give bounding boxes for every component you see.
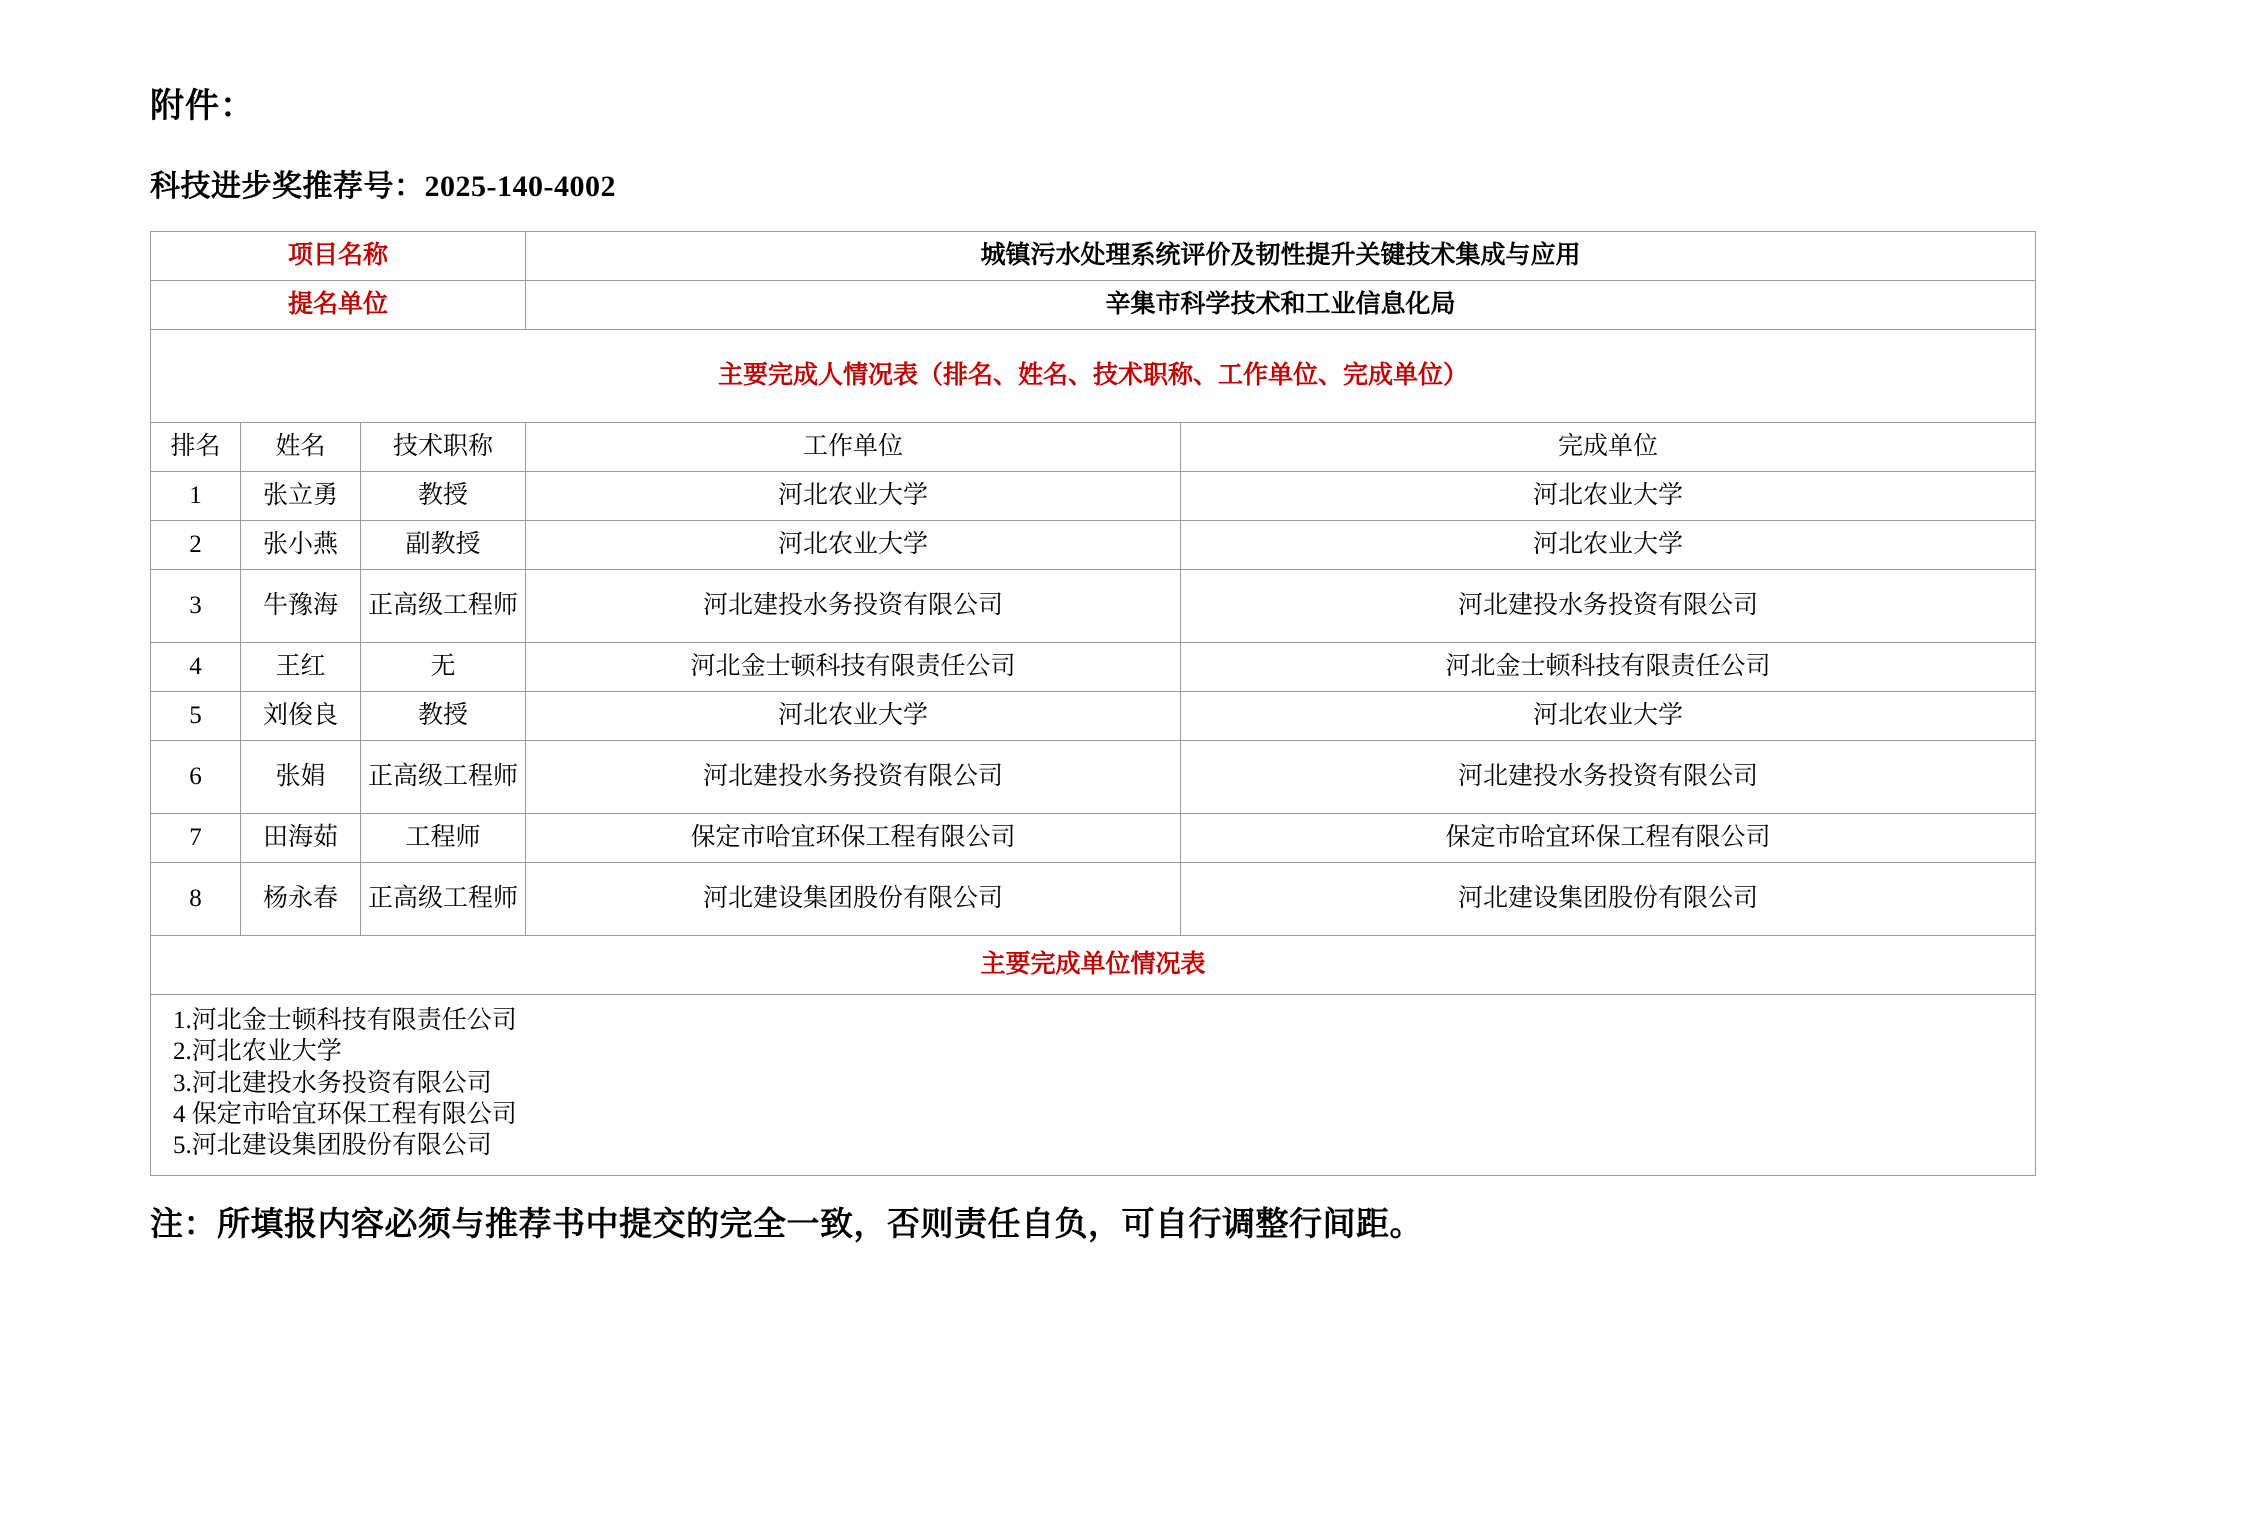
table-row bbox=[151, 814, 2036, 863]
recommendation-number: 2025-140-4002 bbox=[424, 170, 616, 203]
cell-title: 无 bbox=[361, 643, 526, 692]
table-row bbox=[151, 643, 2036, 692]
units-list bbox=[151, 995, 2036, 1176]
list-item: 2.河北农业大学 bbox=[173, 1038, 342, 1066]
cell-work-unit: 河北农业大学 bbox=[526, 472, 1181, 521]
table-row bbox=[151, 692, 2036, 741]
cell-rank: 3 bbox=[151, 570, 241, 643]
cell-name: 刘俊良 bbox=[241, 692, 361, 741]
column-header-title: 技术职称 bbox=[361, 423, 526, 472]
cell-name: 张娟 bbox=[241, 741, 361, 814]
cell-name: 田海茹 bbox=[241, 814, 361, 863]
column-header-rank: 排名 bbox=[151, 423, 241, 472]
cell-rank: 4 bbox=[151, 643, 241, 692]
cell-work-unit: 河北建投水务投资有限公司 bbox=[526, 570, 1181, 643]
cell-rank: 5 bbox=[151, 692, 241, 741]
cell-rank: 8 bbox=[151, 863, 241, 936]
table-row bbox=[151, 995, 2036, 1176]
cell-complete-unit: 河北农业大学 bbox=[1181, 472, 2036, 521]
column-header-work-unit: 工作单位 bbox=[526, 423, 1181, 472]
cell-rank: 6 bbox=[151, 741, 241, 814]
table-header-row bbox=[151, 423, 2036, 472]
persons-section-title: 主要完成人情况表（排名、姓名、技术职称、工作单位、完成单位） bbox=[151, 330, 2036, 423]
table-row bbox=[151, 281, 2036, 330]
cell-title: 正高级工程师 bbox=[361, 863, 526, 936]
list-item: 1.河北金士顿科技有限责任公司 bbox=[173, 1007, 517, 1034]
table-row bbox=[151, 570, 2036, 643]
cell-complete-unit: 河北建投水务投资有限公司 bbox=[1181, 741, 2036, 814]
column-header-name: 姓名 bbox=[241, 423, 361, 472]
units-section-title: 主要完成单位情况表 bbox=[151, 936, 2036, 995]
award-table bbox=[150, 231, 2036, 1176]
table-row bbox=[151, 521, 2036, 570]
cell-title: 工程师 bbox=[361, 814, 526, 863]
cell-title: 正高级工程师 bbox=[361, 741, 526, 814]
cell-complete-unit: 河北农业大学 bbox=[1181, 692, 2036, 741]
table-row bbox=[151, 330, 2036, 423]
cell-work-unit: 保定市哈宜环保工程有限公司 bbox=[526, 814, 1181, 863]
table-row bbox=[151, 472, 2036, 521]
cell-title: 正高级工程师 bbox=[361, 570, 526, 643]
cell-title: 副教授 bbox=[361, 521, 526, 570]
cell-work-unit: 河北建设集团股份有限公司 bbox=[526, 863, 1181, 936]
cell-name: 张小燕 bbox=[241, 521, 361, 570]
cell-work-unit: 河北农业大学 bbox=[526, 692, 1181, 741]
cell-name: 王红 bbox=[241, 643, 361, 692]
cell-name: 杨永春 bbox=[241, 863, 361, 936]
cell-rank: 7 bbox=[151, 814, 241, 863]
attachment-label: 附件： bbox=[150, 88, 255, 125]
cell-work-unit: 河北金士顿科技有限责任公司 bbox=[526, 643, 1181, 692]
list-item: 3.河北建投水务投资有限公司 bbox=[173, 1069, 492, 1097]
footer-note: 注：所填报内容必须与推荐书中提交的完全一致，否则责任自负，可自行调整行间距。 bbox=[150, 1207, 1423, 1244]
table-row bbox=[151, 936, 2036, 995]
list-item: 5.河北建设集团股份有限公司 bbox=[173, 1132, 492, 1159]
table-row bbox=[151, 232, 2036, 281]
project-name-value: 城镇污水处理系统评价及韧性提升关键技术集成与应用 bbox=[526, 232, 2036, 281]
cell-name: 张立勇 bbox=[241, 472, 361, 521]
list-item: 4 保定市哈宜环保工程有限公司 bbox=[173, 1100, 517, 1128]
cell-rank: 2 bbox=[151, 521, 241, 570]
cell-rank: 1 bbox=[151, 472, 241, 521]
nominating-unit-label: 提名单位 bbox=[151, 281, 526, 330]
project-name-label: 项目名称 bbox=[151, 232, 526, 281]
table-row bbox=[151, 741, 2036, 814]
table-row bbox=[151, 863, 2036, 936]
cell-complete-unit: 河北金士顿科技有限责任公司 bbox=[1181, 643, 2036, 692]
cell-complete-unit: 保定市哈宜环保工程有限公司 bbox=[1181, 814, 2036, 863]
cell-complete-unit: 河北农业大学 bbox=[1181, 521, 2036, 570]
cell-work-unit: 河北农业大学 bbox=[526, 521, 1181, 570]
column-header-complete-unit: 完成单位 bbox=[1181, 423, 2036, 472]
cell-complete-unit: 河北建投水务投资有限公司 bbox=[1181, 570, 2036, 643]
recommendation-prefix: 科技进步奖推荐号： bbox=[150, 170, 425, 203]
nominating-unit-value: 辛集市科学技术和工业信息化局 bbox=[526, 281, 2036, 330]
cell-work-unit: 河北建投水务投资有限公司 bbox=[526, 741, 1181, 814]
cell-title: 教授 bbox=[361, 692, 526, 741]
cell-name: 牛豫海 bbox=[241, 570, 361, 643]
cell-complete-unit: 河北建设集团股份有限公司 bbox=[1181, 863, 2036, 936]
cell-title: 教授 bbox=[361, 472, 526, 521]
recommendation-line bbox=[150, 161, 2095, 205]
